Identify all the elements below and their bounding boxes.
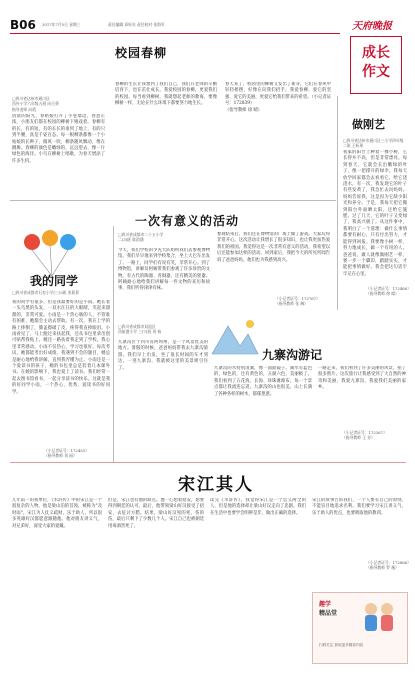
- jiuzhai-credit: （小记者证号：172367） （指导教师 王 芳）: [342, 430, 387, 441]
- date-line: 2017年7月5日 星期三: [42, 22, 81, 27]
- mountain-illustration: [210, 316, 260, 356]
- campus-col-3: 春天来了，校园里的柳树又发出了新芽，它们在春风中轻轻摇摆，好像在向我们招手。我爱春柳，爱它的坚强，爱它的美丽，更爱它给我们带来的希望。（小记者证号：172839） （指导教师 徐 晴）: [225, 82, 331, 113]
- jiuzhai-article-title: 九寨沟游记: [262, 348, 323, 362]
- students-illustration: [357, 597, 401, 637]
- meaningful-col-1: 今天，我们学校的少先大队组织我们去参观博物馆。我们早早地来到学校集合，坐上大巴车出发了。一路上，同学们有说有笑，非常开心。到了博物馆，讲解员阿姨带我们参观了许多珍贵的文物。有古代的陶器、青铜器，还有精美的瓷器。阿姨耐心地给我们讲解每一件文物的来历和故事，我们听得津津有味。: [118, 248, 210, 292]
- jiuzhai-col-1: 九寨沟位于四川省阿坝州，是一个风景优美的地方。暑假的时候，爸爸妈妈带我去九寨沟旅游。我们早上出发，坐了很长时间的车才到达。一进九寨沟，我就被这里的美景吸引住了。: [118, 340, 208, 371]
- song-col-2: 但是，宋江也有他的缺点。他一心想着招安，想要得到朝廷的认可。最后，他带领梁山好汉接受了招安，去征讨方腊。结果，梁山好汉死的死，伤的伤，最后只剩下了少数几个人。宋江自己也被朝廷用毒酒害死了。: [108, 498, 204, 529]
- promo-note: 扫码关注 获取更多精彩内容: [319, 643, 364, 647]
- meaningful-article-title: 一次有意义的活动: [135, 214, 240, 228]
- song-article-title: 宋江其人: [178, 475, 254, 495]
- jiuzhai-col-2: 九寨沟的水特别清澈，像一面面镜子。湖水有蓝色的、绿色的，还有黄色的，五颜六色，美丽极了。我们看到了五花海、长海、珍珠滩瀑布，每一个景点都让我流连忘返。九寨沟的山也很美，山上长满了各种各样的树木，郁郁葱葱。: [214, 366, 312, 397]
- promo-illustration: [357, 597, 401, 637]
- brand-logo: [352, 14, 404, 30]
- song-col-1: 几年前一的我单位，《水浒传》中的宋江是一个很复杂的人物。他是梁山泊的首领，被称为"及时雨"。宋江为人仗义疏财，乐于助人，所以很多英雄好汉都愿意跟随他。他对朋友讲义气，对兄弟好，深受大家的爱戴。: [12, 498, 102, 529]
- grow-credit: （小记者证号：172466） （指导教师 徐 晴）: [366, 286, 411, 297]
- grow-author: □四川省达州市通川区三小学四年级二班 王昕瑶: [343, 138, 404, 149]
- campus-col-1: 清晨的阳光，春姑娘打开了小巷墙边，春意正浓，小朋友们都在校园的柳树下嬉戏着。春柳有的长，有的短，有的长长的垂到了地上，有的只到半腰，真是千姿百态。每一根柳条都像一个小姑娘的长辫子，微风一吹，柳条随风飘动，像在跳舞。春柳的颜色是嫩绿的，远远望去，像一片绿色的海洋。小鸟在柳树上唱歌，为春天增添了许多生机。: [12, 114, 105, 164]
- grow-body: 我家的阳台上种着一棵小树，它长得并不高，但是非常漂亮。每到春天，它就会长出嫩绿的叶子，像一把撑开的绿伞。我每天放学回家都会去看看它，给它浇浇水。有一次，我发现它的叶子有些发黄了，我急忙去问妈妈。妈妈告诉我，这是因为它缺少阳光和养分。于是，我每天把它搬到阳台外面晒太阳，还给它施肥。过了几天，它的叶子又变绿了，我高兴极了。从这件事中，我明白了一个道理：做什么事情都要有耐心，只有付出努力，才能得到回报。我要像小树一样，努力地成长，做一个有用的人。爸爸说，做人就像做刚艺一样，要一步一个脚印，踏踏实实，才能把事情做好。我会把这句话牢牢记在心里。: [343, 150, 407, 277]
- section-title: 成长 作文: [362, 45, 390, 80]
- song-col-3: 读完《水浒传》，我觉得宋江是一个忠义两全的人，但是他的选择却让梁山好汉走向了悲剧。我们在生活中也要学会明辨是非，做出正确的选择。: [210, 498, 306, 516]
- promo-label-2: 精品堂: [319, 610, 338, 617]
- meaningful-credit: （小记者证号：172767） （指导教师 张 琳）: [275, 296, 320, 307]
- page-number: B06: [10, 18, 36, 32]
- classmate-credit: （小记者证号：172453） （指导教师 刘 丽）: [44, 448, 89, 459]
- campus-col-2: 春柳的生长让我想到了我们自己，我们在老师的辛勤培育下，也在茁壮成长。我爱校园的春柳，更爱我们的校园。每当看到柳树，我就想起老师的教诲，要像柳树一样，无论在什么环境下都要努力地生长。: [115, 82, 217, 107]
- classmate-body: 我的同学有很多，但是我最要好的是小雨。她长着一头乌黑的头发，一双水汪汪的大眼睛，笑起来甜甜的，非常可爱。小雨是一个热心肠的人，不管谁有困难，她都会主动去帮助。有一次，我在上学的路上摔倒了，膝盖擦破了皮，疼得我直掉眼泪。小雨看见了，马上跑过来扶起我，还从书包里拿出创可贴帮我贴上。她还一路扶着我走到了学校。我心里非常感动。小雨不仅热心，学习也很好。每次考试，她都能考出好成绩。我遇到不会的题目，她总是耐心地给我讲解，直到我弄懂为止。小雨还是一个爱读书的孩子，她的书包里总是装着几本课外书。在她的影响下，我也爱上了读书。我们经常一起去图书馆看书，一起分享读书的快乐。这就是我的好同学小雨，一个热心、优秀、爱读书的好同学。: [12, 300, 110, 395]
- brand-name: 天府晚报: [352, 21, 392, 32]
- song-credit: （小记者证号：172866） （指导教师 罗 薇）: [366, 560, 411, 571]
- grow-article-title: 做刚艺: [352, 118, 385, 131]
- jiuzhai-col-3: 一路走来，我们看到了许多美丽的风景，拍了很多照片。这次旅行让我感受到了大自然的神奇和美丽，我爱九寨沟，我爱我们美丽的家乡。: [318, 366, 406, 391]
- column-divider: [337, 96, 338, 310]
- meaningful-author: □四川省成都市二十五小学 二(3)班 陈韵涵: [118, 232, 164, 243]
- column-divider: [113, 226, 114, 462]
- section-divider: [10, 200, 336, 201]
- campus-article-title: 校园春柳: [115, 46, 168, 60]
- jiuzhai-author: □四川省成都市双流区 西航港小学 三(7)班 刘 杨: [118, 324, 162, 335]
- masthead-rule: [10, 33, 340, 34]
- promo-box[interactable]: [312, 592, 408, 664]
- jiuzhai-illustration: [210, 316, 260, 356]
- song-col-4: 宋江的故事告诉我们，一个人要有自己的原则，不能盲目地追求名利。我们要学习宋江讲义气、乐于助人的优点，也要吸取他的教训。: [312, 498, 406, 516]
- song-top-rule: [10, 462, 406, 463]
- promo-label-1: 趣学: [319, 601, 332, 608]
- campus-author: □四川省达州市通川区 西外小学六年级五班 向日葵 指导老师 向霞: [12, 96, 59, 112]
- meaningful-col-2: 参观结束后，我们还在博物馆的广场上做了游戏。大家玩得非常开心。这次活动让我增长了很多知识，也让我更加热爱我们的祖国。我觉得这是一次非常有意义的活动，我希望以后还能参加这样的活动。回到家后，我把今天的所见所闻告诉了爸爸妈妈，他们也为我感到高兴。: [217, 232, 330, 263]
- editor-line: 责任编辑 章旺年 责任校对 张海军: [108, 22, 165, 27]
- section-badge: [350, 36, 402, 94]
- classmate-article-title: 我的同学: [30, 274, 79, 288]
- classmate-author: □四川省成都市石室小学(三)3班 张莉萝: [12, 290, 80, 295]
